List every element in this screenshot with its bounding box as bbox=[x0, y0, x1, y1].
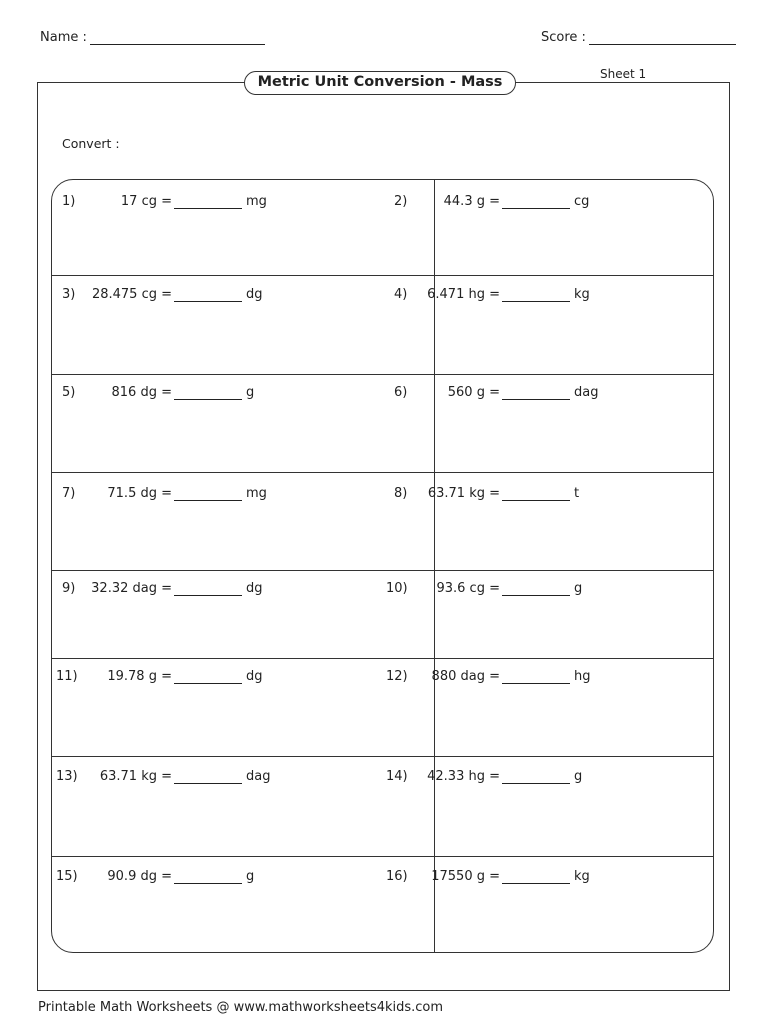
sheet-label: Sheet 1 bbox=[600, 67, 647, 81]
problem-value: 560 g = bbox=[447, 385, 500, 400]
score-blank[interactable] bbox=[589, 30, 736, 45]
target-unit: cg bbox=[574, 194, 590, 209]
grid-divider-horizontal bbox=[52, 658, 713, 659]
answer-blank[interactable] bbox=[174, 487, 242, 501]
problem-value: 17550 g = bbox=[431, 869, 500, 884]
answer-blank[interactable] bbox=[174, 582, 242, 596]
problem-number: 12) bbox=[386, 669, 408, 684]
problem-number: 3) bbox=[62, 287, 76, 302]
target-unit: g bbox=[246, 385, 255, 400]
worksheet-title: Metric Unit Conversion - Mass bbox=[244, 71, 516, 95]
instruction-label: Convert : bbox=[62, 136, 120, 151]
answer-blank[interactable] bbox=[174, 670, 242, 684]
grid-divider-horizontal bbox=[52, 472, 713, 473]
problem-value: 44.3 g = bbox=[443, 194, 500, 209]
target-unit: g bbox=[574, 769, 583, 784]
problem-value: 6.471 hg = bbox=[427, 287, 500, 302]
target-unit: g bbox=[574, 581, 583, 596]
score-label: Score : bbox=[541, 30, 586, 45]
problem-value: 28.475 cg = bbox=[91, 287, 172, 302]
name-label: Name : bbox=[40, 30, 87, 45]
problem-value: 90.9 dg = bbox=[107, 869, 172, 884]
problem-number: 2) bbox=[394, 194, 408, 209]
grid-divider-horizontal bbox=[52, 374, 713, 375]
problem-value: 816 dg = bbox=[111, 385, 172, 400]
problem-value: 19.78 g = bbox=[107, 669, 172, 684]
score-field[interactable] bbox=[541, 30, 736, 45]
problem-number: 5) bbox=[62, 385, 76, 400]
problem-number: 6) bbox=[394, 385, 408, 400]
problem-number: 11) bbox=[56, 669, 78, 684]
problem-value: 42.33 hg = bbox=[427, 769, 500, 784]
problem-value: 63.71 kg = bbox=[99, 769, 172, 784]
answer-blank[interactable] bbox=[502, 487, 570, 501]
target-unit: g bbox=[246, 869, 255, 884]
target-unit: kg bbox=[574, 287, 590, 302]
answer-blank[interactable] bbox=[174, 870, 242, 884]
problem-value: 32.32 dag = bbox=[91, 581, 172, 596]
grid-divider-horizontal bbox=[52, 856, 713, 857]
grid-divider-horizontal bbox=[52, 756, 713, 757]
answer-blank[interactable] bbox=[502, 288, 570, 302]
problem-number: 15) bbox=[56, 869, 78, 884]
answer-blank[interactable] bbox=[174, 195, 242, 209]
target-unit: dg bbox=[246, 581, 263, 596]
footer-credit: Printable Math Worksheets @ www.mathworksheets4kids.com bbox=[38, 1000, 444, 1015]
problem-number: 8) bbox=[394, 486, 408, 501]
problem-number: 4) bbox=[394, 287, 408, 302]
target-unit: dg bbox=[246, 669, 263, 684]
problem-number: 16) bbox=[386, 869, 408, 884]
problem-value: 63.71 kg = bbox=[427, 486, 500, 501]
target-unit: kg bbox=[574, 869, 590, 884]
target-unit: mg bbox=[246, 194, 267, 209]
problem-number: 1) bbox=[62, 194, 76, 209]
answer-blank[interactable] bbox=[174, 770, 242, 784]
problem-value: 17 cg = bbox=[120, 194, 172, 209]
problem-value: 880 dag = bbox=[431, 669, 500, 684]
name-field[interactable] bbox=[40, 30, 265, 45]
answer-blank[interactable] bbox=[502, 582, 570, 596]
problem-number: 9) bbox=[62, 581, 76, 596]
target-unit: mg bbox=[246, 486, 267, 501]
problem-number: 7) bbox=[62, 486, 76, 501]
grid-divider-horizontal bbox=[52, 570, 713, 571]
problem-value: 71.5 dg = bbox=[107, 486, 172, 501]
name-blank[interactable] bbox=[90, 30, 265, 45]
answer-blank[interactable] bbox=[502, 195, 570, 209]
problem-value: 93.6 cg = bbox=[436, 581, 500, 596]
target-unit: t bbox=[574, 486, 580, 501]
target-unit: dag bbox=[574, 385, 599, 400]
answer-blank[interactable] bbox=[502, 386, 570, 400]
answer-blank[interactable] bbox=[502, 770, 570, 784]
target-unit: dg bbox=[246, 287, 263, 302]
answer-blank[interactable] bbox=[174, 386, 242, 400]
target-unit: dag bbox=[246, 769, 271, 784]
answer-blank[interactable] bbox=[174, 288, 242, 302]
problem-number: 14) bbox=[386, 769, 408, 784]
grid-divider-horizontal bbox=[52, 275, 713, 276]
problem-number: 10) bbox=[386, 581, 408, 596]
problem-number: 13) bbox=[56, 769, 78, 784]
answer-blank[interactable] bbox=[502, 870, 570, 884]
answer-blank[interactable] bbox=[502, 670, 570, 684]
target-unit: hg bbox=[574, 669, 591, 684]
